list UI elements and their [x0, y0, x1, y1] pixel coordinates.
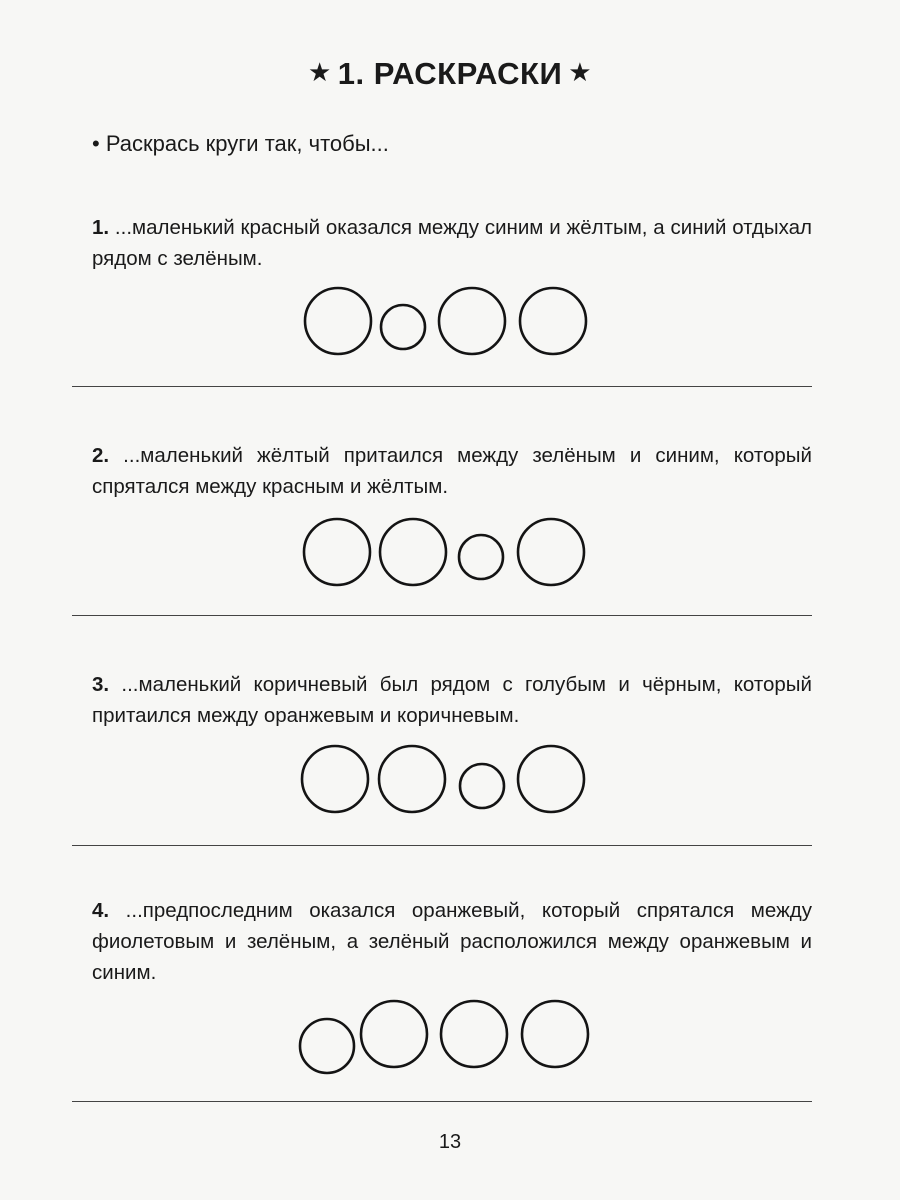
task-1-circle-4[interactable]	[520, 288, 586, 354]
task-4-circle-2[interactable]	[361, 1001, 427, 1067]
task-4-number: 4.	[92, 899, 110, 922]
task-4-circle-4[interactable]	[522, 1001, 588, 1067]
task-3-body: ...маленький коричневый был рядом с голубым и чёрным, который притаился между оранжевым и коричневым.	[92, 673, 812, 727]
page-number: 13	[438, 1131, 462, 1153]
task-1-body: ...маленький красный оказался между синим и жёлтым, а синий отдыхал рядом с зелёным.	[92, 216, 812, 270]
task-4-circle-1[interactable]	[300, 1019, 354, 1073]
task-3-circle-3[interactable]	[460, 764, 504, 808]
star-icon-right: ★	[568, 57, 593, 87]
task-2-circle-1[interactable]	[304, 519, 370, 585]
task-2-circle-4[interactable]	[518, 519, 584, 585]
task-4-body: ...предпоследним оказался оранжевый, который спрятался между фиолетовым и зелёным, а зелёный расположился между оранжевым и синим.	[92, 899, 812, 984]
task-3-text	[92, 669, 812, 731]
task-3-divider	[72, 845, 812, 846]
page-title	[0, 56, 900, 92]
task-2-number: 2.	[92, 444, 110, 467]
task-2-divider	[72, 615, 812, 616]
task-3-circle-2[interactable]	[379, 746, 445, 812]
task-4-divider	[72, 1101, 812, 1102]
task-4-text	[92, 895, 812, 988]
task-2-text	[92, 440, 812, 502]
intro-instruction: • Раскрась круги так, чтобы...	[92, 131, 389, 156]
task-1-circle-2[interactable]	[381, 305, 425, 349]
task-2-body: ...маленький жёлтый притаился между зелёным и синим, который спрятался между красным и жёлтым.	[92, 444, 812, 498]
task-1-text	[92, 212, 812, 274]
task-3-circle-1[interactable]	[302, 746, 368, 812]
task-3-circle-4[interactable]	[518, 746, 584, 812]
task-1-divider	[72, 386, 812, 387]
task-2-circle-3[interactable]	[459, 535, 503, 579]
task-1-circle-1[interactable]	[305, 288, 371, 354]
task-4-circle-3[interactable]	[441, 1001, 507, 1067]
star-icon-left: ★	[307, 57, 332, 87]
task-2-circle-2[interactable]	[380, 519, 446, 585]
task-3-number: 3.	[92, 673, 110, 696]
task-1-number: 1.	[92, 216, 110, 239]
task-1-circle-3[interactable]	[439, 288, 505, 354]
page-title-text: 1. РАСКРАСКИ	[337, 56, 563, 91]
